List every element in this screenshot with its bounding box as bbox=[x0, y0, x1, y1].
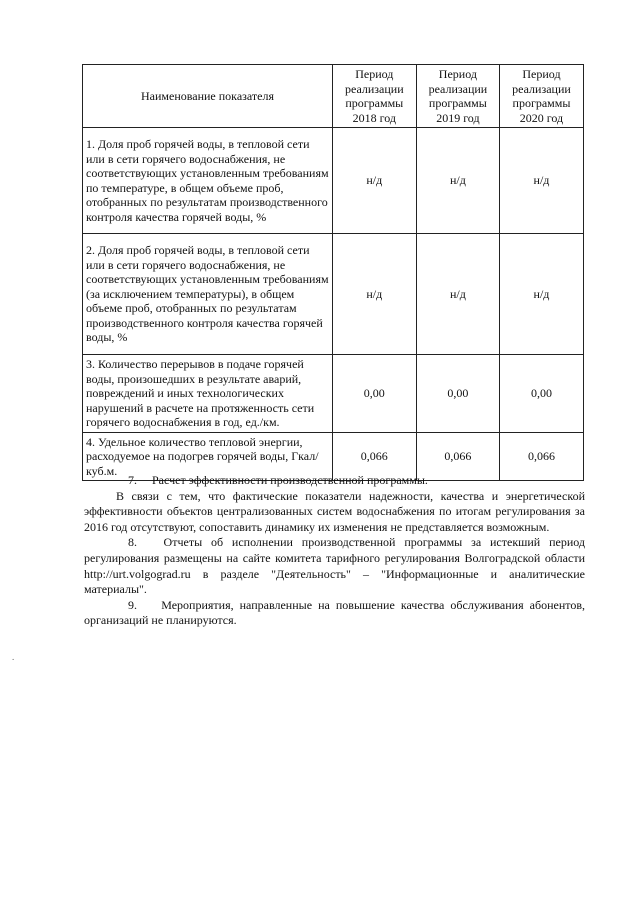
value-2018: 0,00 bbox=[333, 355, 417, 433]
indicators-table bbox=[82, 64, 584, 481]
section-7-number: 7. bbox=[128, 473, 137, 487]
indicator-name: 4. Удельное количество тепловой энергии, расходуемое на подогрев горячей воды, Гкал/куб.м. bbox=[83, 432, 333, 481]
section-7-heading bbox=[84, 473, 585, 489]
section-9-number: 9. bbox=[128, 597, 137, 612]
header-2020: Период реализации программы 2020 год bbox=[500, 65, 584, 128]
value-2019: 0,066 bbox=[416, 432, 500, 481]
indicator-name: 3. Количество перерывов в подаче горячей воды, произошедших в результате аварий, повреждений и иных технологических нарушений в расчете на протяженность сети горячего водоснабжения в год, ед./км. bbox=[83, 355, 333, 433]
section-9-paragraph bbox=[84, 598, 585, 629]
value-2019: 0,00 bbox=[416, 355, 500, 433]
value-2018: н/д bbox=[333, 128, 417, 234]
section-8-number: 8. bbox=[128, 535, 137, 550]
value-2019: н/д bbox=[416, 128, 500, 234]
value-2018: н/д bbox=[333, 234, 417, 355]
section-8-text: Отчеты об исполнении производственной программы за истекший период регулирования размещены на сайте комитета тарифного регулирования Волгоградской области http://urt.volgograd.ru в разделе "Деятельность" – "Информационные и аналитические материалы". bbox=[84, 535, 586, 597]
value-2019: н/д bbox=[416, 234, 500, 355]
section-7-title: Расчет эффективности производственной программы. bbox=[152, 473, 428, 487]
value-2020: н/д bbox=[500, 234, 584, 355]
table-header-row bbox=[83, 65, 584, 128]
section-7-paragraph: В связи с тем, что фактические показатели надежности, качества и энергетической эффективности объектов централизованных систем водоснабжения по итогам регулирования за 2016 год отсутствуют, сопоставить динамику их изменения не представляется возможным. bbox=[84, 488, 585, 534]
table-row bbox=[83, 128, 584, 234]
table-row bbox=[83, 355, 584, 433]
margin-mark: . bbox=[12, 652, 15, 662]
value-2020: 0,00 bbox=[500, 355, 584, 433]
section-9-text: Мероприятия, направленные на повышение качества обслуживания абонентов, организаций не планируются. bbox=[84, 597, 586, 628]
indicator-name: 1. Доля проб горячей воды, в тепловой сети или в сети горячего водоснабжения, не соответствующих установленным требованиям по температуре, в общем объеме проб, отобранных по результатам производственного контроля качества горячей воды, % bbox=[83, 128, 333, 234]
header-2018: Период реализации программы 2018 год bbox=[333, 65, 417, 128]
value-2020: н/д bbox=[500, 128, 584, 234]
value-2018: 0,066 bbox=[333, 432, 417, 481]
table-row bbox=[83, 234, 584, 355]
body-text bbox=[84, 473, 585, 629]
section-8-paragraph bbox=[84, 535, 585, 597]
header-indicator-name: Наименование показателя bbox=[83, 65, 333, 128]
value-2020: 0,066 bbox=[500, 432, 584, 481]
indicator-name: 2. Доля проб горячей воды, в тепловой сети или в сети горячего водоснабжения, не соответствующих установленным требованиям (за исключением температуры), в общем объеме проб, отобранных по результатам производственного контроля качества горячей воды, % bbox=[83, 234, 333, 355]
header-2019: Период реализации программы 2019 год bbox=[416, 65, 500, 128]
